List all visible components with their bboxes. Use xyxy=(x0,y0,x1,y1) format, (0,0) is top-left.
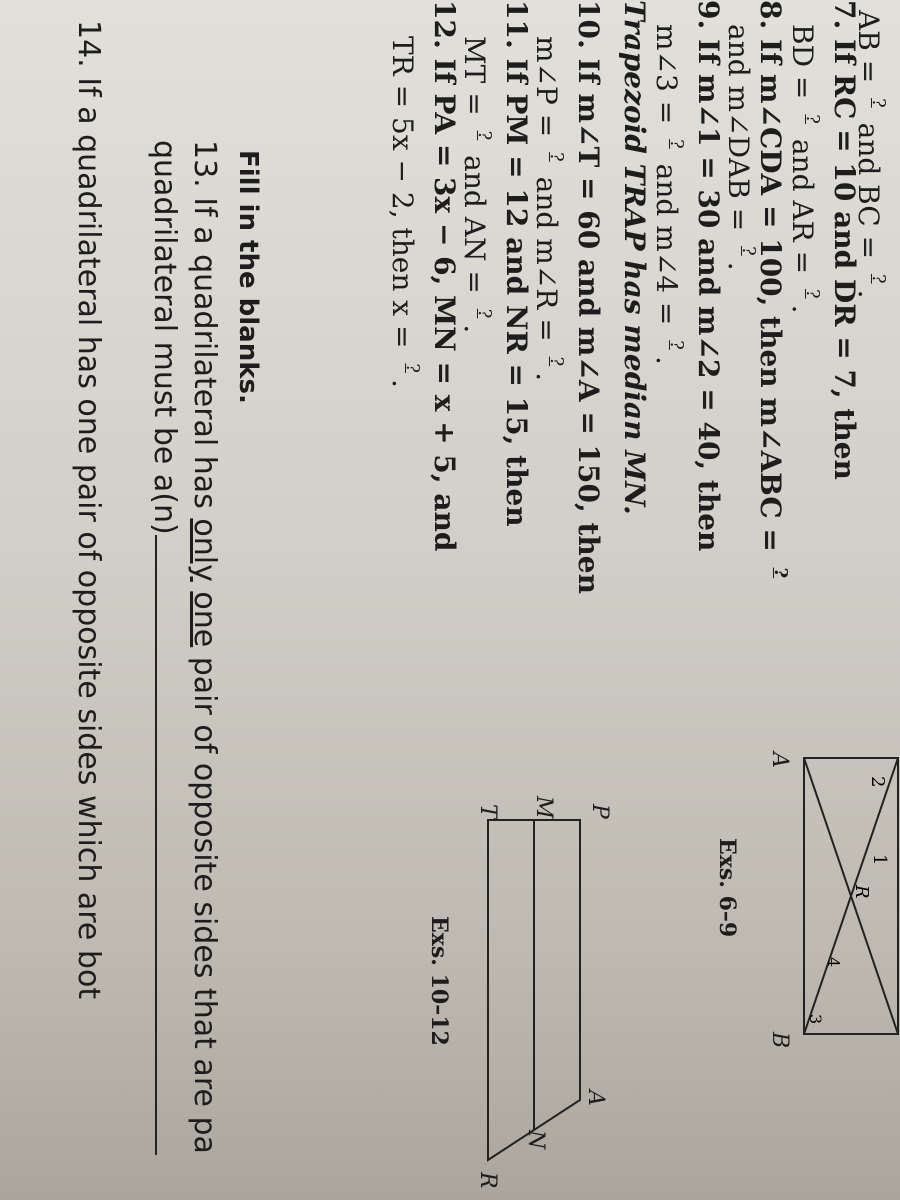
trapezoid-diagram xyxy=(460,800,600,1180)
blank: ? xyxy=(868,98,889,108)
ex10-end: . xyxy=(530,372,563,382)
ex10-text: 10. If m∠T = 60 and m∠A = 150, then xyxy=(572,0,605,594)
ex8-text: 8. If m∠CDA = 100, then m∠ABC = xyxy=(754,0,787,562)
exercise-7 xyxy=(828,0,860,480)
q13-text-b: pair of opposite sides that are pa xyxy=(187,647,222,1154)
answer-blank[interactable] xyxy=(155,535,157,1155)
ex11-line2: MT = xyxy=(458,36,491,125)
ex6-mid: and BC = xyxy=(852,113,885,268)
point-r-label: R xyxy=(851,885,872,899)
q13-text-a: 13. If a quadrilateral has xyxy=(187,140,222,519)
point-t-label: T xyxy=(475,804,500,819)
ex6-end: . xyxy=(852,289,885,299)
blank: ? xyxy=(546,356,567,367)
point-r-label: R xyxy=(475,1172,500,1189)
ex9-mid: and m∠4 = xyxy=(650,154,683,335)
point-b-label: B xyxy=(767,1032,792,1049)
point-a-label: A xyxy=(767,752,792,768)
ex7-mid: and AR = xyxy=(786,129,819,283)
figure-caption-10-12: Exs. 10–12 xyxy=(426,916,452,1046)
ex9-end: . xyxy=(650,355,683,365)
angle-4-label: 4 xyxy=(824,957,843,968)
blank: ? xyxy=(770,567,791,579)
ex7-text: 7. If RC = 10 and DR = 7, then xyxy=(828,0,861,480)
exercise-10-line2 xyxy=(530,36,572,381)
exercise-8-line2 xyxy=(722,24,764,271)
point-m-label: M xyxy=(531,796,556,819)
blank: ? xyxy=(868,273,889,284)
ex11-text: 11. If PM = 12 and NR = 15, then xyxy=(500,0,533,527)
rectangle-diagram xyxy=(786,752,900,1072)
blank: ? xyxy=(474,130,495,141)
ex8-end: . xyxy=(722,261,755,271)
exercise-11-line2 xyxy=(458,36,500,333)
fill-heading-text: Fill in the blanks. xyxy=(233,150,263,404)
blank: ? xyxy=(802,288,823,299)
q13-only: only xyxy=(187,518,222,582)
ex9-line2: m∠3 = xyxy=(650,24,683,134)
question-13 xyxy=(188,140,220,1154)
exercise-12-line2 xyxy=(386,36,428,388)
blank: ? xyxy=(802,114,823,124)
exercise-9-line2 xyxy=(650,24,692,365)
exercise-11 xyxy=(500,0,532,527)
exercise-10 xyxy=(572,0,604,594)
ex7-end: . xyxy=(786,304,819,314)
exercise-12 xyxy=(428,0,460,551)
q14-text: 14. If a quadrilateral has one pair of opposite sides which are bot xyxy=(71,20,106,1000)
ex10-line2: m∠P = xyxy=(530,36,563,147)
point-a-label: A xyxy=(583,1090,608,1106)
ex12-line2: TR = 5x − 2, then x = xyxy=(386,36,419,358)
blank: ? xyxy=(738,246,759,256)
ex10-mid: and m∠R = xyxy=(530,167,563,351)
ex12-end: . xyxy=(386,379,419,388)
fill-in-heading xyxy=(232,150,264,404)
ex11-end: . xyxy=(458,324,491,334)
ex8-line2: and m∠DAB = xyxy=(722,24,755,241)
ex7-line2: BD = xyxy=(786,24,819,109)
ex11-mid: and AN = xyxy=(458,146,491,303)
angle-3-label: 3 xyxy=(806,1014,825,1025)
angle-1-label: 1 xyxy=(869,854,890,866)
trapezoid-title: Trapezoid TRAP has median MN. xyxy=(618,0,651,515)
angle-2-label: 2 xyxy=(867,776,888,788)
ex12-text: 12. If PA = 3x − 6, MN = x + 5, and xyxy=(428,0,461,552)
figure-caption-6-9: Exs. 6–9 xyxy=(714,838,740,938)
point-p-label: P xyxy=(587,804,612,819)
question-14 xyxy=(72,20,104,999)
point-n-label: N xyxy=(523,1130,548,1150)
ex6-text: AB = xyxy=(852,10,885,93)
blank: ? xyxy=(474,308,495,319)
blank: ? xyxy=(402,363,423,373)
q13-line2: quadrilateral must be a(n) xyxy=(147,140,182,535)
blank: ? xyxy=(546,152,567,162)
trapezoid-heading xyxy=(618,0,650,515)
blank: ? xyxy=(666,139,687,149)
exercise-9 xyxy=(692,0,724,551)
question-13-line2 xyxy=(148,140,180,1155)
blank: ? xyxy=(666,340,687,350)
ex9-text: 9. If m∠1 = 30 and m∠2 = 40, then xyxy=(692,0,725,552)
q13-one: one xyxy=(187,591,222,648)
